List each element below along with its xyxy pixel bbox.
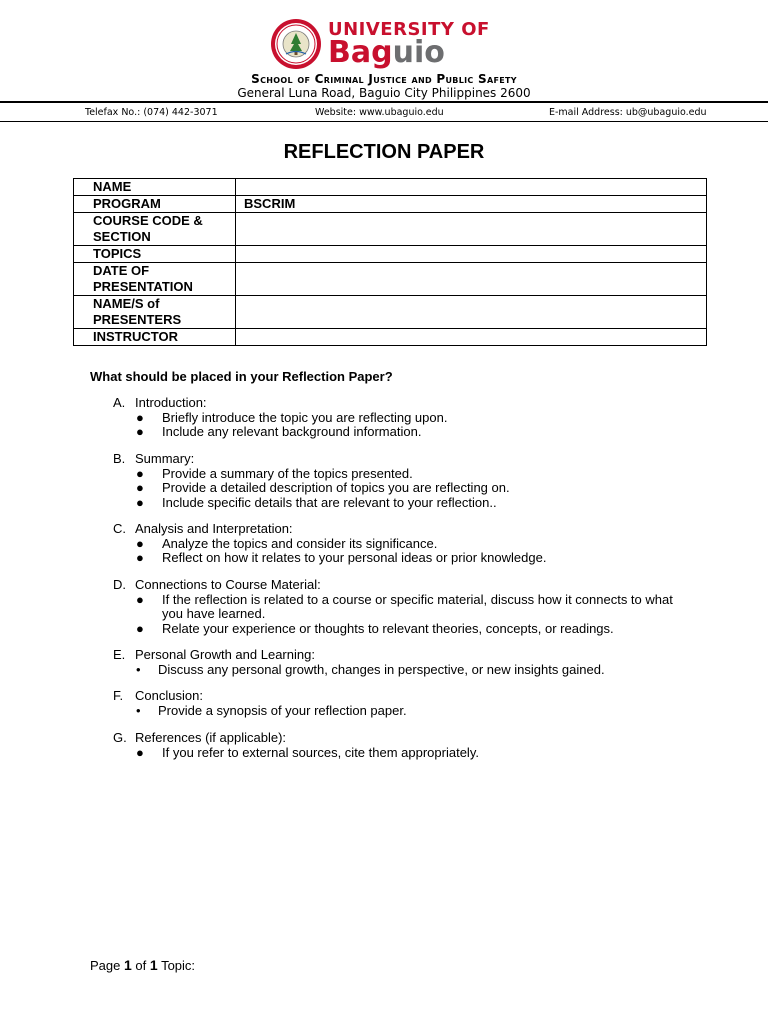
list-item: • Provide a synopsis of your reflection paper. [136, 702, 407, 718]
bullet-icon: ● [136, 480, 144, 495]
section-references [113, 731, 682, 760]
list-item: ● Include specific details that are relevant to your reflection.. [136, 494, 497, 510]
telefax: Telefax No.: (074) 442-3071 [85, 107, 218, 118]
bullet-icon: ● [136, 494, 144, 510]
row-value[interactable] [236, 263, 707, 296]
bullet-icon: ● [136, 535, 144, 551]
list-item: ● Reflect on how it relates to your personal ideas or prior knowledge. [136, 550, 547, 565]
list-item: ● Analyze the topics and consider its significance. [136, 535, 438, 551]
bullet-icon: ● [136, 591, 144, 607]
row-label: NAME/S of PRESENTERS [74, 296, 236, 329]
section-letter: F. [113, 688, 124, 703]
list-item: ● If you refer to external sources, cite them appropriately. [136, 744, 479, 760]
school-address: General Luna Road, Baguio City Philippines 2600 [237, 86, 531, 100]
section-personal-growth [113, 648, 678, 677]
list-item: ● Briefly introduce the topic you are reflecting upon. [136, 409, 448, 425]
section-conclusion [113, 689, 678, 718]
university-name-red: Bag [328, 34, 393, 70]
bullet-icon: • [136, 661, 141, 677]
section-letter: A. [113, 395, 126, 410]
row-label: COURSE CODE & SECTION [74, 213, 236, 246]
section-letter: G. [113, 730, 127, 745]
row-value[interactable] [236, 296, 707, 329]
bullet-icon: • [136, 702, 141, 718]
row-value[interactable]: BSCRIM [236, 196, 707, 213]
contact-divider [0, 121, 768, 122]
row-label: TOPICS [74, 246, 236, 263]
section-letter: C. [113, 521, 126, 536]
table-row [74, 329, 707, 346]
table-row [74, 179, 707, 196]
bullet-icon: ● [136, 465, 144, 481]
list-item: • Discuss any personal growth, changes in perspective, or new insights gained. [136, 661, 605, 677]
row-value[interactable] [236, 246, 707, 263]
section-heading: Analysis and Interpretation: [135, 521, 293, 536]
table-row [74, 196, 707, 213]
section-heading: Personal Growth and Learning: [135, 647, 315, 662]
page-total: 1 [149, 957, 158, 973]
row-label: INSTRUCTOR [74, 329, 236, 346]
page-number: 1 [124, 957, 132, 973]
section-letter: D. [113, 577, 126, 592]
email-address: E-mail Address: ub@ubaguio.edu [549, 107, 707, 118]
section-letter: B. [113, 451, 126, 466]
row-label: DATE OF PRESENTATION [74, 263, 236, 296]
bullet-icon: ● [136, 620, 144, 636]
university-name-line2 [328, 34, 490, 70]
row-value[interactable] [236, 213, 707, 246]
page-footer: Page 1 of 1 Topic: [90, 957, 196, 973]
bullet-icon: ● [136, 409, 144, 425]
section-summary [113, 452, 682, 510]
row-label: NAME [74, 179, 236, 196]
row-label: PROGRAM [74, 196, 236, 213]
page-title: REFLECTION PAPER [283, 141, 485, 163]
list-item: ● Relate your experience or thoughts to relevant theories, concepts, or readings. [136, 620, 614, 636]
university-name-line1: UNIVERSITY OF [328, 18, 490, 40]
table-row [74, 296, 707, 329]
website: Website: www.ubaguio.edu [315, 107, 444, 118]
section-connections [113, 578, 682, 636]
table-row [74, 263, 707, 296]
section-heading: Summary: [135, 451, 195, 466]
row-value[interactable] [236, 329, 707, 346]
section-letter: E. [113, 647, 126, 662]
university-name-grey: uio [392, 34, 445, 70]
university-logo [270, 18, 490, 70]
list-item: ● Include any relevant background information. [136, 424, 422, 439]
header-divider [0, 101, 768, 103]
info-table [73, 178, 707, 346]
bullet-icon: ● [136, 424, 144, 439]
bullet-icon: ● [136, 744, 144, 760]
list-item: ● Provide a summary of the topics presented. [136, 465, 413, 481]
section-analysis [113, 522, 682, 566]
section-heading: References (if applicable): [135, 730, 287, 745]
guide-question: What should be placed in your Reflection Paper? [90, 369, 393, 384]
section-heading: Connections to Course Material: [135, 577, 321, 592]
list-item: ● If the reflection is related to a course or specific material, discuss how it connects to what you have learned. [136, 591, 673, 621]
school-name: School of Criminal Justice and Public Safety [251, 72, 517, 86]
bullet-icon: ● [136, 550, 144, 565]
table-row [74, 213, 707, 246]
university-seal-icon [270, 18, 322, 70]
section-heading: Introduction: [135, 395, 207, 410]
table-row [74, 246, 707, 263]
topic-label: Topic: [161, 958, 196, 973]
row-value[interactable] [236, 179, 707, 196]
list-item: ● Provide a detailed description of topics you are reflecting on. [136, 480, 510, 495]
section-heading: Conclusion: [135, 688, 203, 703]
section-introduction [113, 396, 682, 440]
